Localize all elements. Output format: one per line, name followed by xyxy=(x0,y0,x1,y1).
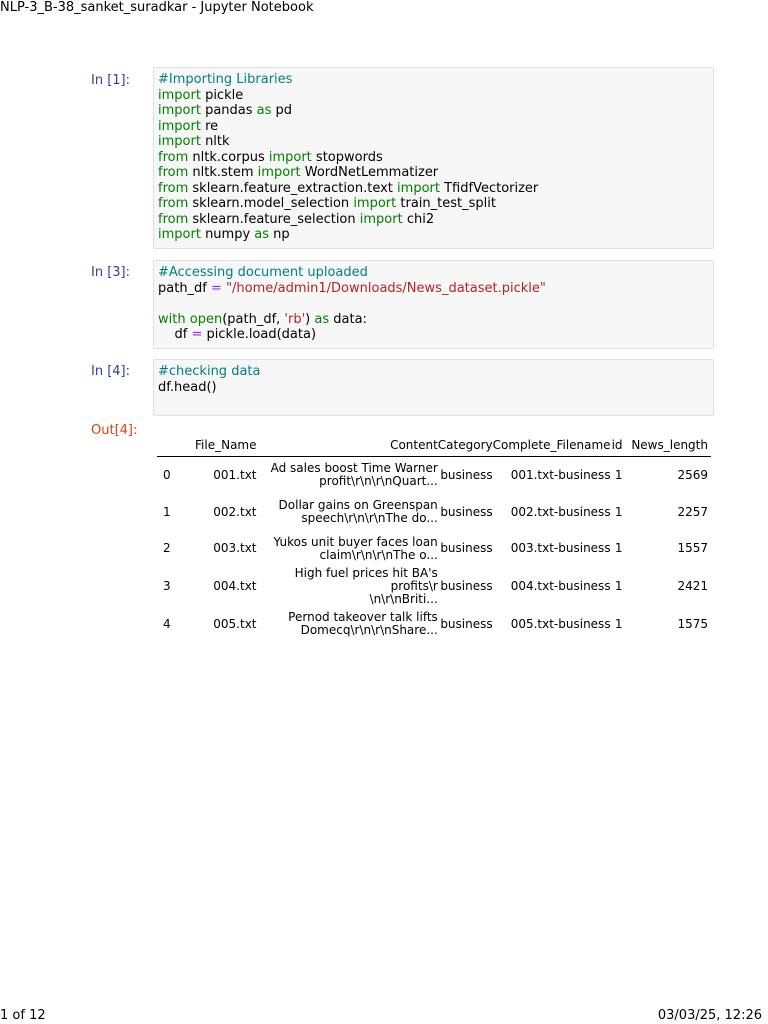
row-index: 0 xyxy=(163,467,171,482)
code-line xyxy=(158,165,713,181)
news-length-cell: 1575 xyxy=(677,616,708,631)
code-line xyxy=(158,281,713,297)
code-token: import xyxy=(158,134,201,149)
content-cell xyxy=(257,494,438,531)
column-header-file-name: File_Name xyxy=(195,438,257,452)
content-cell xyxy=(257,457,438,494)
file-name-cell: 003.txt xyxy=(213,541,257,556)
code-token: import xyxy=(353,196,397,211)
code-token: import xyxy=(158,103,201,118)
category-cell: business xyxy=(440,504,493,519)
id-cell: 1 xyxy=(614,541,623,556)
category-cell: business xyxy=(440,579,493,594)
code-token: path_df xyxy=(158,280,212,296)
news-length-cell: 2569 xyxy=(677,467,708,482)
code-line xyxy=(158,103,713,119)
content-line-2: \n\r\nBriti... xyxy=(369,592,438,607)
cell-prompt: In [4]: xyxy=(91,364,130,379)
page-title: NLP-3_B-38_sanket_suradkar - Jupyter Notebook xyxy=(0,0,314,15)
page-number: 1 of 12 xyxy=(0,1008,46,1023)
print-timestamp: 03/03/25, 12:26 xyxy=(657,1008,762,1023)
code-token: import xyxy=(359,211,403,227)
code-token: ) xyxy=(305,311,315,327)
code-cell[interactable] xyxy=(153,260,714,349)
dataframe-table xyxy=(157,434,711,643)
table-row xyxy=(157,494,711,531)
content-line-1: Pernod takeover talk lifts xyxy=(288,610,438,625)
code-token: from xyxy=(158,165,189,180)
code-token: pickle xyxy=(200,87,244,103)
code-token: = xyxy=(211,280,222,296)
code-token: nltk.corpus xyxy=(188,149,269,165)
code-token: chi2 xyxy=(402,211,435,227)
id-cell: 1 xyxy=(614,616,623,631)
code-token: as xyxy=(314,311,330,327)
code-token: (path_df, xyxy=(222,311,285,327)
row-index: 3 xyxy=(163,579,171,594)
cell-prompt: In [1]: xyxy=(91,73,130,88)
code-token: from xyxy=(158,180,189,196)
content-line-2: Domecq\r\n\r\nShare... xyxy=(300,623,438,638)
code-line xyxy=(158,227,713,243)
row-index: 4 xyxy=(163,616,171,631)
code-token: from xyxy=(158,149,189,165)
content-cell xyxy=(257,606,438,643)
id-cell: 1 xyxy=(614,504,623,519)
code-token: import xyxy=(158,227,201,242)
code-token: import xyxy=(268,149,312,165)
file-name-cell: 001.txt xyxy=(213,467,257,482)
content-cell xyxy=(257,567,438,606)
code-token: TfidfVectorizer xyxy=(439,180,539,196)
code-token: as xyxy=(254,227,270,242)
news-length-cell: 1557 xyxy=(677,541,708,556)
content-line-1: Ad sales boost Time Warner xyxy=(270,461,438,476)
column-header-id: id xyxy=(611,438,623,452)
code-token: import xyxy=(257,165,301,180)
code-token: 'rb' xyxy=(284,311,306,327)
content-line-1: High fuel prices hit BA's profits\r xyxy=(294,566,438,594)
column-header-content: Content xyxy=(390,438,438,452)
code-token: from xyxy=(158,211,189,227)
row-index: 1 xyxy=(163,504,171,519)
file-name-cell: 004.txt xyxy=(213,579,257,594)
column-header-index xyxy=(157,434,188,457)
code-token: sklearn.feature_extraction.text xyxy=(188,180,398,196)
table-row xyxy=(157,457,711,494)
column-header-news-length: News_length xyxy=(631,438,708,452)
code-line xyxy=(158,134,713,150)
news-length-cell: 2421 xyxy=(677,579,708,594)
content-line-1: Yukos unit buyer faces loan xyxy=(273,534,438,549)
table-header-row xyxy=(157,434,711,457)
category-cell: business xyxy=(440,541,493,556)
code-token: pandas xyxy=(200,103,257,118)
code-token: pd xyxy=(271,103,293,118)
code-line xyxy=(158,181,713,197)
code-line xyxy=(158,380,713,396)
code-token: #Accessing document uploaded xyxy=(158,265,368,280)
code-token: from xyxy=(158,196,189,211)
code-token: numpy xyxy=(200,227,255,242)
code-token: data: xyxy=(329,311,367,327)
table-row xyxy=(157,530,711,567)
code-line xyxy=(158,364,713,380)
code-token: import xyxy=(397,180,440,196)
code-token: import xyxy=(158,118,201,134)
code-line xyxy=(158,88,713,104)
news-length-cell: 2257 xyxy=(677,504,708,519)
code-line xyxy=(158,296,713,312)
complete-filename-cell: 005.txt-business xyxy=(510,616,611,631)
code-token: nltk.stem xyxy=(188,165,258,180)
code-token: pickle.load(data) xyxy=(202,327,317,342)
content-line-2: speech\r\n\r\nThe do... xyxy=(301,511,438,526)
content-line-1: Dollar gains on Greenspan xyxy=(278,498,438,513)
code-token: as xyxy=(256,103,272,118)
table-row xyxy=(157,606,711,643)
code-token: df.head() xyxy=(158,379,217,395)
code-line xyxy=(158,119,713,135)
code-line xyxy=(158,312,713,328)
complete-filename-cell: 001.txt-business xyxy=(510,467,611,482)
row-index: 2 xyxy=(163,541,171,556)
file-name-cell: 002.txt xyxy=(213,504,257,519)
column-header-category: Category xyxy=(437,438,493,452)
output-prompt: Out[4]: xyxy=(91,423,138,438)
content-line-2: claim\r\n\r\nThe o... xyxy=(319,547,438,562)
complete-filename-cell: 003.txt-business xyxy=(510,541,611,556)
id-cell: 1 xyxy=(614,467,623,482)
file-name-cell: 005.txt xyxy=(213,616,257,631)
complete-filename-cell: 002.txt-business xyxy=(510,504,611,519)
content-line-2: profit\r\n\r\nQuart... xyxy=(319,474,438,489)
column-header-complete-filename: Complete_Filename xyxy=(492,438,611,452)
code-line xyxy=(158,196,713,212)
complete-filename-cell: 004.txt-business xyxy=(510,579,611,594)
code-line xyxy=(158,212,713,228)
category-cell: business xyxy=(440,467,493,482)
table-row xyxy=(157,567,711,606)
category-cell: business xyxy=(440,616,493,631)
code-token: = xyxy=(191,327,203,342)
code-token: #checking data xyxy=(158,364,261,379)
content-cell xyxy=(257,530,438,567)
code-line xyxy=(158,72,713,88)
code-token: open xyxy=(189,311,223,327)
id-cell: 1 xyxy=(614,579,623,594)
cell-prompt: In [3]: xyxy=(91,265,130,280)
code-token: "/home/admin1/Downloads/News_dataset.pickle" xyxy=(226,280,546,296)
code-token: sklearn.feature_selection xyxy=(188,211,360,227)
code-cell[interactable] xyxy=(153,67,714,249)
code-token: nltk xyxy=(200,134,230,149)
code-token: np xyxy=(269,227,290,242)
code-token: #Importing Libraries xyxy=(158,72,293,87)
code-token: import xyxy=(158,87,201,103)
code-token: stopwords xyxy=(311,149,383,165)
code-token: train_test_split xyxy=(396,196,496,211)
code-line xyxy=(158,150,713,166)
code-cell[interactable] xyxy=(153,359,714,416)
code-token: re xyxy=(200,118,219,134)
code-token: WordNetLemmatizer xyxy=(300,165,439,180)
code-token: df xyxy=(158,327,192,342)
code-token: sklearn.model_selection xyxy=(188,196,354,211)
code-line xyxy=(158,265,713,281)
code-token: with xyxy=(158,311,186,327)
code-line xyxy=(158,327,713,343)
